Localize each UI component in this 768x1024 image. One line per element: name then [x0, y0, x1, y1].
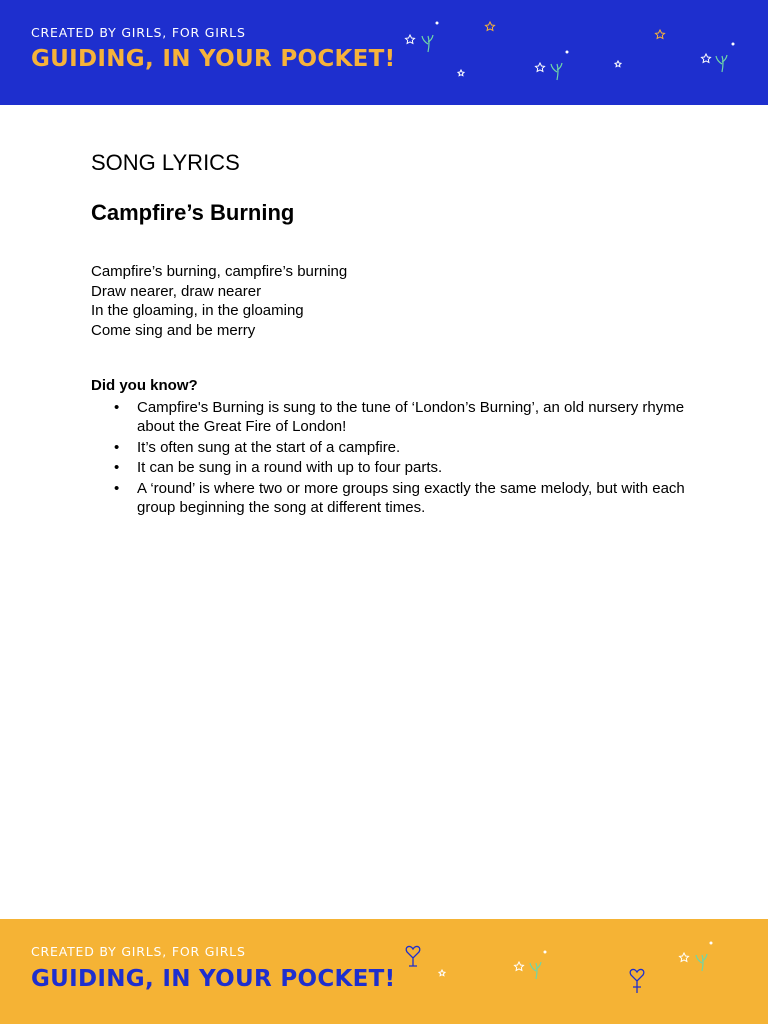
bullet-icon: • — [114, 438, 120, 456]
star-icon — [535, 63, 544, 71]
sparkle-icon — [436, 22, 439, 25]
footer-slogan: GUIDING, IN YOUR POCKET! — [31, 966, 396, 992]
header-slogan: GUIDING, IN YOUR POCKET! — [31, 46, 396, 72]
fact-list — [114, 398, 694, 518]
heart-icon — [630, 969, 644, 993]
star-icon — [701, 54, 710, 62]
footer-doodles — [0, 919, 768, 1024]
fact-item — [114, 458, 694, 477]
fact-item — [114, 479, 694, 517]
star-icon — [615, 61, 621, 67]
lyric-line: In the gloaming, in the gloaming — [91, 302, 304, 319]
section-title: SONG LYRICS — [91, 150, 240, 175]
fact-text: A ‘round’ is where two or more groups sing exactly the same melody, but with each group beginning the song at different times. — [137, 479, 685, 516]
lyric-line: Draw nearer, draw nearer — [91, 282, 262, 300]
did-you-know-heading: Did you know? — [91, 377, 198, 394]
bullet-icon: • — [114, 399, 120, 416]
header-banner — [0, 0, 768, 105]
bullet-icon: • — [114, 459, 120, 476]
footer-banner — [0, 919, 768, 1024]
lyric-line: Come sing and be merry — [91, 321, 256, 339]
bullet-icon: • — [114, 479, 120, 497]
header-tagline: CREATED BY GIRLS, FOR GIRLS — [31, 25, 246, 40]
fact-item — [114, 438, 694, 457]
heart-icon — [406, 946, 420, 966]
sparkle-icon — [544, 951, 547, 954]
star-icon — [458, 70, 464, 76]
sparkle-icon — [486, 22, 495, 30]
star-icon — [439, 970, 445, 976]
fact-text: It’s often sung at the start of a campfire. — [137, 438, 401, 456]
flower-icon — [422, 35, 433, 52]
star-icon — [406, 35, 415, 43]
flower-icon — [716, 55, 727, 72]
sparkle-icon — [566, 51, 569, 54]
sparkle-icon — [732, 43, 735, 46]
star-icon — [679, 953, 688, 961]
fact-text: Campfire's Burning is sung to the tune of ‘London’s Burning’, an old nursery rhyme about the Great Fire of London! — [137, 399, 685, 435]
footer-tagline: CREATED BY GIRLS, FOR GIRLS — [31, 944, 246, 959]
flower-icon — [551, 63, 562, 80]
star-icon — [514, 962, 523, 970]
lyric-line: Campfire’s burning, campfire’s burning — [91, 263, 348, 280]
song-lyrics — [91, 262, 347, 340]
fact-item — [114, 398, 694, 436]
flower-icon — [530, 962, 541, 979]
song-title: Campfire’s Burning — [91, 200, 295, 225]
sparkle-icon — [710, 942, 713, 945]
star-icon — [655, 30, 664, 38]
flower-icon — [696, 954, 707, 971]
fact-text: It can be sung in a round with up to four parts. — [137, 459, 443, 476]
header-doodles — [0, 0, 768, 105]
